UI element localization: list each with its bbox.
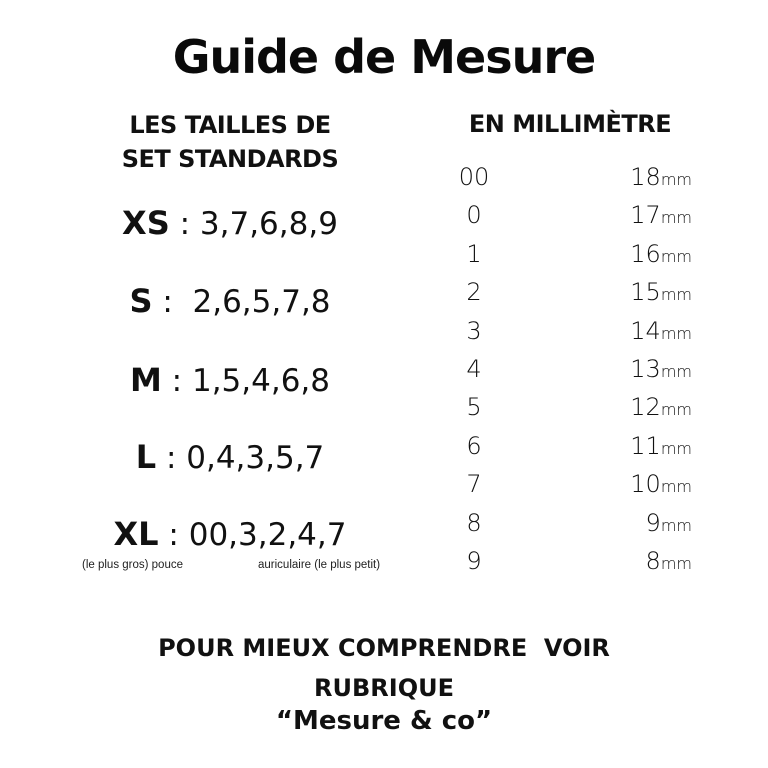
set-row-xl — [80, 515, 380, 553]
note-thumb: (le plus gros) pouce — [82, 559, 183, 571]
nail-size: 7 — [466, 470, 482, 499]
mm-row — [440, 235, 700, 273]
mm-row — [440, 350, 700, 388]
set-separator: : — [158, 517, 189, 553]
nail-width — [646, 542, 692, 583]
note-pinky: auriculaire (le plus petit) — [258, 559, 381, 571]
nail-width — [630, 158, 692, 199]
nail-size: 4 — [466, 354, 482, 383]
nail-size: 3 — [466, 316, 482, 345]
mm-unit: mm — [660, 515, 692, 535]
nail-width — [630, 235, 692, 276]
mm-row — [440, 196, 700, 234]
set-row-xs — [80, 204, 380, 242]
set-row-l — [80, 438, 380, 476]
millimeter-heading: EN MILLIMÈTRE — [468, 110, 672, 138]
mm-unit: mm — [660, 323, 692, 343]
set-sizes-heading-line1: LES TAILLES DE — [129, 111, 331, 139]
mm-unit: mm — [660, 208, 692, 228]
nail-size: 00 — [458, 163, 490, 191]
nail-width — [630, 312, 692, 353]
mm-unit: mm — [660, 170, 692, 189]
mm-unit: mm — [660, 285, 692, 305]
mm-value: 17 — [630, 201, 661, 230]
set-separator: : — [169, 206, 200, 242]
footer-quote: “Mesure & co” — [275, 706, 493, 736]
nail-width — [630, 273, 692, 314]
nail-width — [630, 388, 692, 429]
set-values: 2,6,5,7,8 — [192, 284, 331, 320]
mm-row — [440, 465, 700, 503]
set-sizes-heading — [100, 108, 360, 176]
nail-size: 1 — [466, 239, 482, 268]
mm-value: 15 — [630, 278, 661, 307]
mm-value: 14 — [630, 316, 661, 345]
set-separator: : — [156, 440, 187, 476]
set-sizes-heading-line2: SET STANDARDS — [121, 145, 339, 173]
footer-line1: POUR MIEUX COMPRENDRE VOIR — [158, 634, 610, 662]
set-values: 3,7,6,8,9 — [199, 206, 338, 242]
nail-size: 9 — [466, 546, 482, 575]
mm-unit: mm — [660, 553, 692, 573]
mm-row — [440, 504, 700, 542]
mm-row — [440, 312, 700, 350]
set-code: M — [129, 361, 162, 399]
mm-value: 16 — [630, 239, 661, 268]
mm-unit: mm — [660, 477, 692, 497]
nail-size: 6 — [466, 431, 482, 460]
mm-row — [440, 542, 700, 580]
mm-value: 13 — [630, 354, 661, 383]
mm-row — [440, 158, 700, 196]
page-title: Guide de Mesure — [172, 30, 596, 84]
set-code: XL — [113, 515, 159, 553]
nail-width — [630, 350, 692, 391]
nail-size: 5 — [466, 393, 482, 422]
set-code: XS — [122, 204, 170, 242]
mm-row — [440, 388, 700, 426]
nail-size: 2 — [466, 278, 482, 307]
nail-width — [646, 504, 692, 545]
mm-unit: mm — [660, 361, 692, 381]
footer-line2: RUBRIQUE — [314, 674, 454, 702]
nail-width — [630, 196, 692, 237]
set-separator: : — [152, 284, 193, 320]
set-values: 0,4,3,5,7 — [186, 440, 325, 476]
set-code: S — [129, 282, 153, 320]
set-code: L — [135, 438, 157, 476]
mm-row — [440, 427, 700, 465]
mm-unit: mm — [660, 246, 692, 266]
mm-value: 9 — [645, 508, 661, 537]
mm-value: 8 — [645, 546, 661, 575]
set-values: 00,3,2,4,7 — [188, 517, 347, 553]
set-separator: : — [161, 363, 192, 399]
mm-value: 18 — [630, 163, 661, 191]
nail-size: 8 — [466, 508, 482, 537]
millimeter-table — [440, 158, 700, 580]
footer-text — [0, 628, 768, 708]
mm-value: 11 — [630, 431, 661, 460]
mm-value: 10 — [630, 470, 661, 499]
nail-width — [630, 427, 692, 468]
mm-unit: mm — [660, 400, 692, 420]
mm-row — [440, 273, 700, 311]
mm-unit: mm — [660, 438, 692, 458]
set-row-m — [80, 361, 380, 399]
nail-width — [630, 465, 692, 506]
set-row-s — [80, 282, 380, 320]
mm-value: 12 — [630, 393, 661, 422]
set-values: 1,5,4,6,8 — [191, 363, 331, 399]
nail-size: 0 — [466, 201, 482, 230]
